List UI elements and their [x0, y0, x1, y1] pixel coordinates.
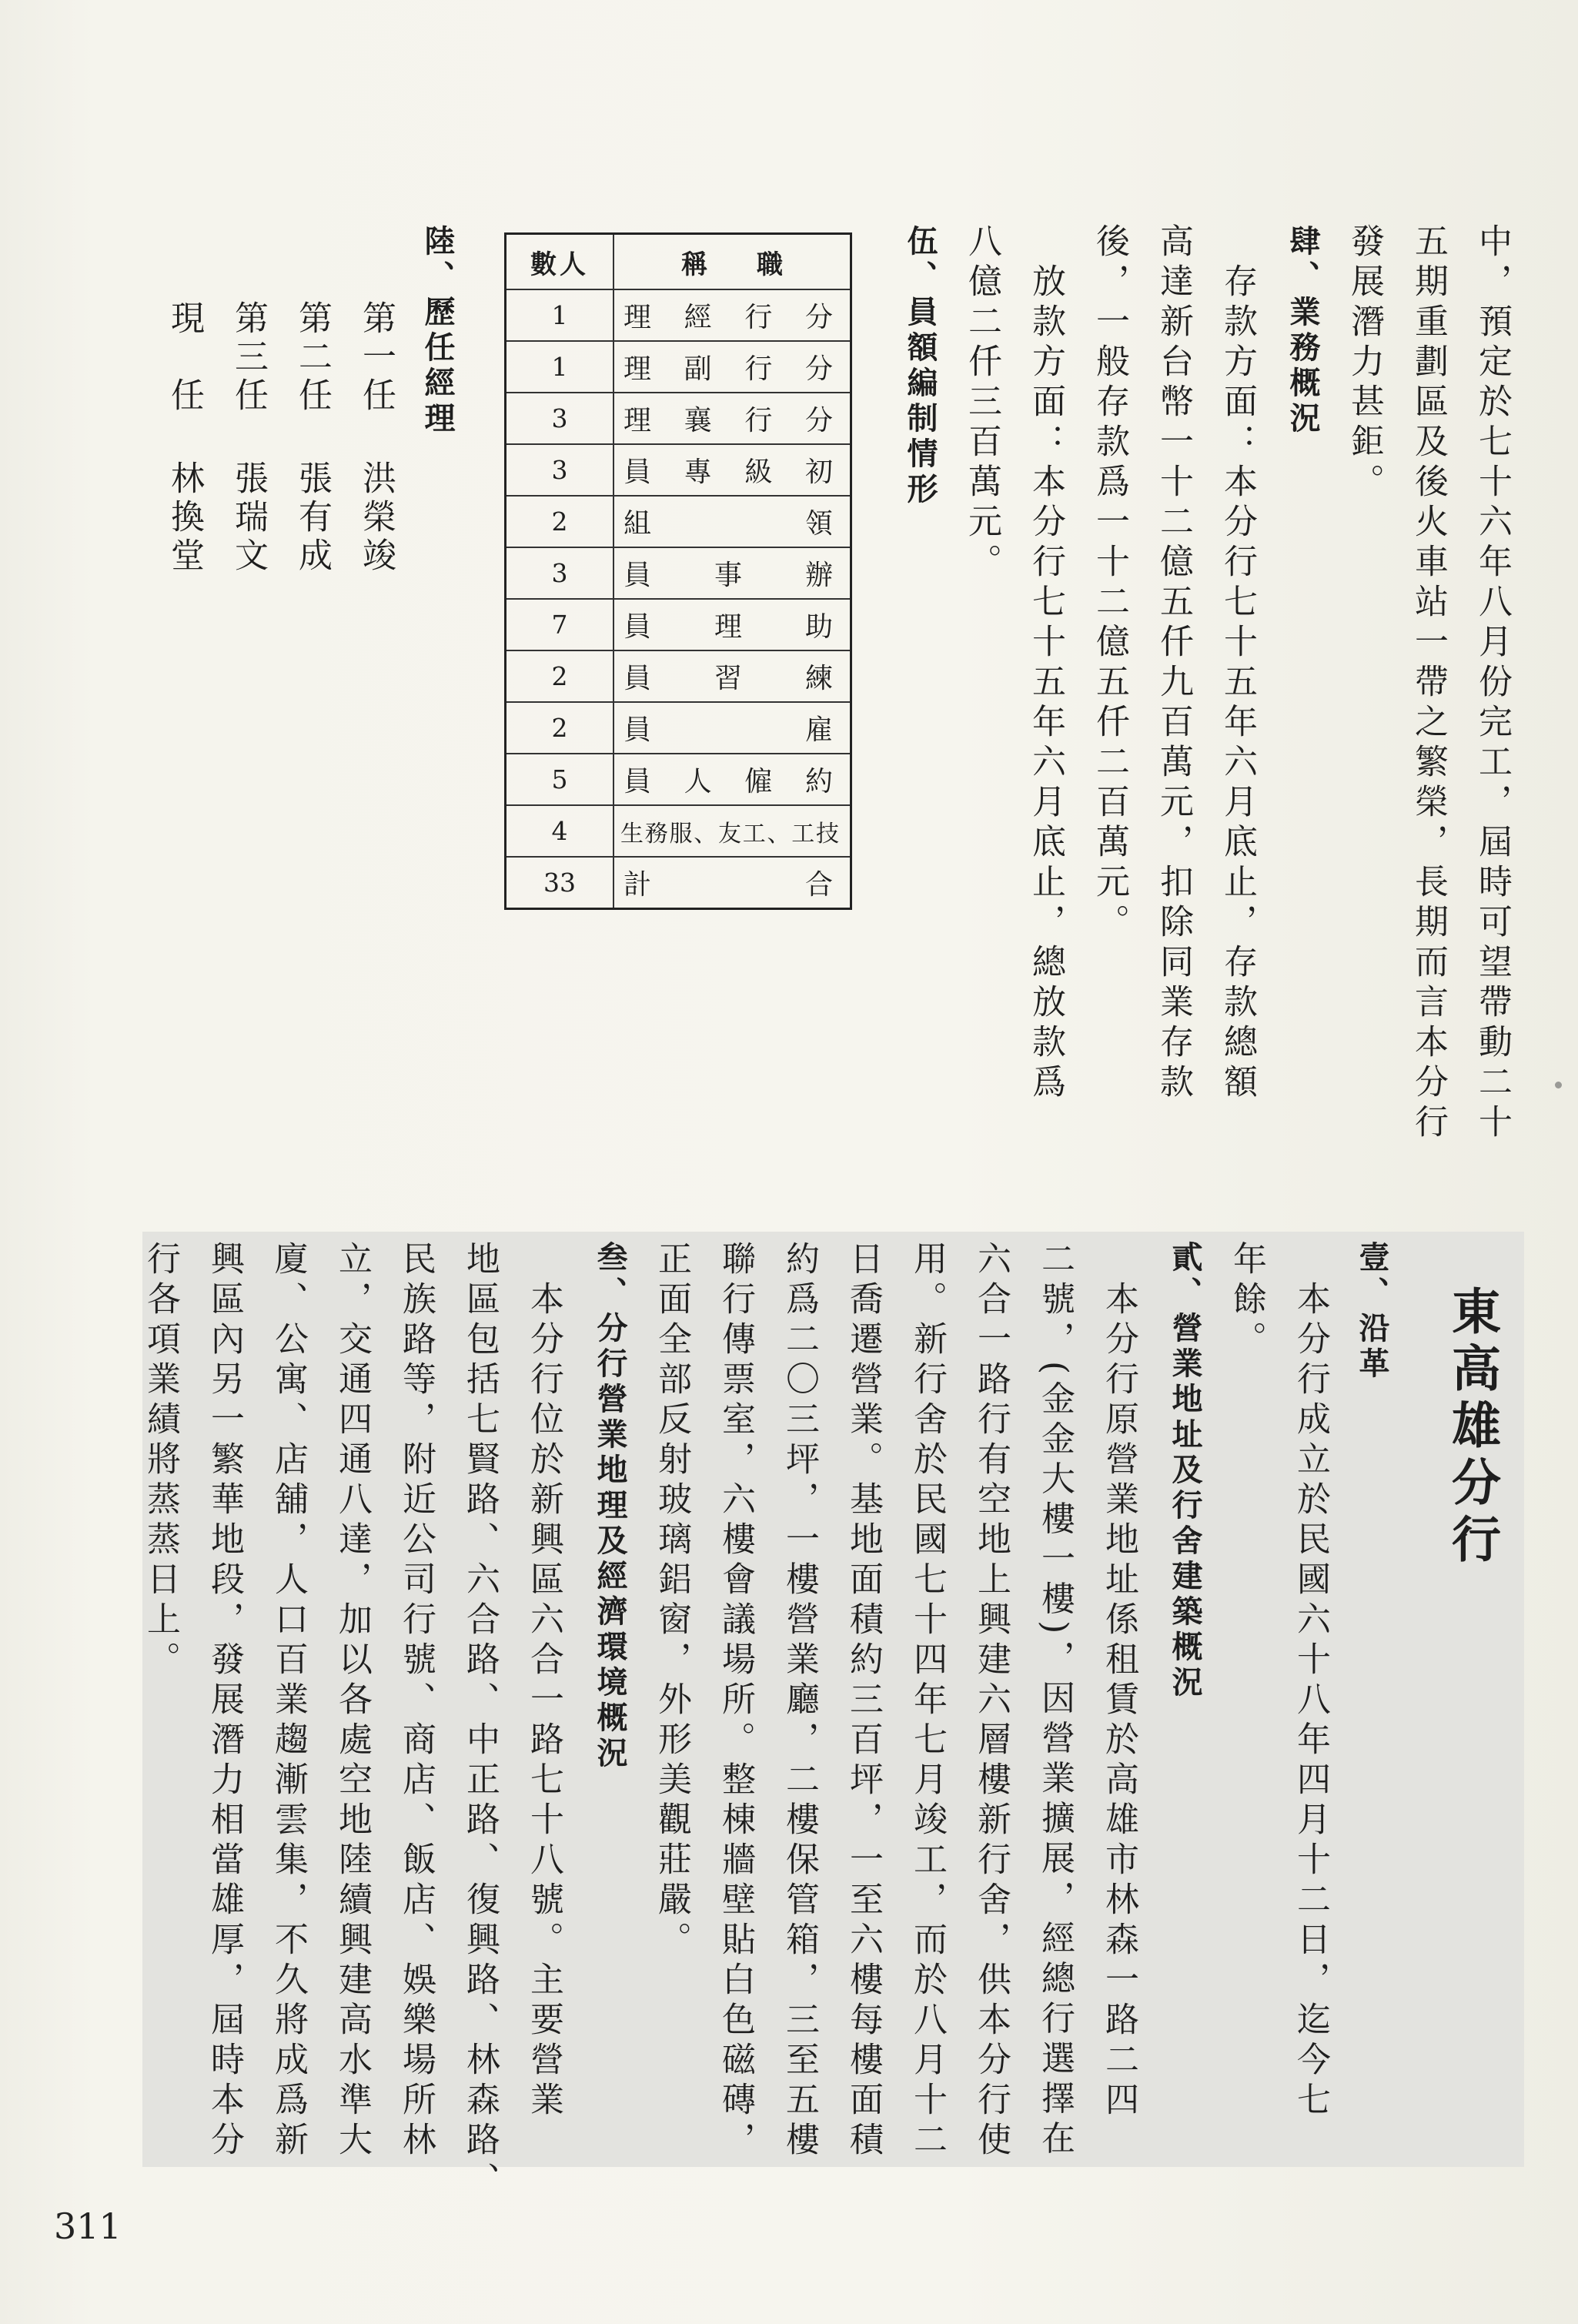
table-row [506, 444, 851, 496]
manager-entry-3 [229, 300, 268, 576]
section-heading-history: 壹、沿革 [1354, 1241, 1389, 1383]
header-count: 數人 [506, 234, 614, 290]
title-cell: 組領 [613, 496, 851, 547]
upper-col-8: 放款方面：本分行七十五年六月底止，總放款爲 [1026, 223, 1065, 1104]
upper-col-5: 存款方面：本分行七十五年六月底止，存款總額 [1218, 223, 1257, 1104]
manager-name: 張瑞文 [229, 460, 268, 576]
count-cell: 2 [506, 702, 614, 754]
count-cell: 33 [506, 857, 614, 909]
count-cell: 3 [506, 444, 614, 496]
lower-col-5: 本分行原營業地址係租賃於高雄市林森一路二四 [1099, 1241, 1138, 2122]
lower-col-14: 本分行位於新興區六合一路七十八號。主要營業 [524, 1241, 563, 2122]
manager-term: 第一任 [356, 300, 396, 416]
lower-col-19: 興區內另一繁華地段，發展潛力相當雄厚，屆時本分 [205, 1241, 244, 2162]
title-cell: 員人僱約 [613, 754, 851, 805]
table-row [506, 547, 851, 599]
title-cell: 生務服、友工、工技 [613, 805, 851, 857]
title-cell: 計合 [613, 857, 851, 909]
lower-col-18: 廈、公寓、店舖，人口百業趨漸雲集，不久將成爲新 [269, 1241, 308, 2162]
page-number: 311 [54, 2205, 122, 2247]
table-row [506, 650, 851, 702]
table-row [506, 754, 851, 805]
title-cell: 員雇 [613, 702, 851, 754]
section-heading-address: 貳、營業地址及行舍建築概況 [1167, 1241, 1202, 1701]
manager-entry-4 [165, 300, 204, 576]
title-cell: 員事辦 [613, 547, 851, 599]
section-heading-business: 肆、業務概況 [1285, 225, 1320, 437]
lower-col-2: 本分行成立於民國六十八年四月十二日，迄今七 [1291, 1241, 1330, 2122]
manager-term: 第二任 [293, 300, 332, 416]
title-cell: 員專級初 [613, 444, 851, 496]
title-cell: 理副行分 [613, 341, 851, 393]
count-cell: 3 [506, 547, 614, 599]
branch-title: 東高雄分行 [1443, 1286, 1500, 1570]
lower-col-15: 地區包括七賢路、六合路、中正路、復興路、林森路、 [460, 1241, 500, 2202]
table-row [506, 702, 851, 754]
table-row [506, 393, 851, 444]
lower-col-12: 正面全部反射玻璃鋁窗，外形美觀莊嚴。 [652, 1241, 691, 1961]
upper-col-2: 五期重劃區及後火車站一帶之繁榮，長期而言本分行 [1409, 223, 1448, 1144]
table-row-total [506, 857, 851, 909]
manager-name: 張有成 [293, 460, 332, 576]
lower-col-7: 六合一路行有空地上興建六層樓新行舍，供本分行使 [971, 1241, 1011, 2162]
table-row [506, 805, 851, 857]
lower-col-11: 聯行傳票室，六樓會議場所。整棟牆壁貼白色磁磚， [716, 1241, 755, 2162]
count-cell: 3 [506, 393, 614, 444]
upper-col-3: 發展潛力甚鉅。 [1345, 223, 1384, 503]
title-cell: 員習練 [613, 650, 851, 702]
count-cell: 5 [506, 754, 614, 805]
table-row [506, 599, 851, 650]
count-cell: 1 [506, 341, 614, 393]
lower-col-8: 用。新行舍於民國七十四年七月竣工，而於八月十二 [908, 1241, 947, 2162]
upper-col-6: 高達新台幣一十二億五仟九百萬元，扣除同業存款 [1154, 223, 1193, 1104]
count-cell: 4 [506, 805, 614, 857]
section-heading-environment: 叁、分行營業地理及經濟環境概況 [592, 1241, 627, 1772]
title-cell: 員理助 [613, 599, 851, 650]
section-heading-staffing: 伍、員額編制情形 [902, 225, 938, 508]
table-row [506, 341, 851, 393]
count-cell: 1 [506, 289, 614, 341]
manager-name: 林換堂 [165, 460, 204, 576]
count-cell: 7 [506, 599, 614, 650]
manager-entry-1 [356, 300, 396, 576]
table-row [506, 289, 851, 341]
table-header-row [506, 234, 851, 290]
section-heading-managers: 陸、歷任經理 [420, 225, 455, 437]
staff-table [504, 232, 852, 910]
lower-col-16: 民族路等，附近公司行號、商店、飯店、娛樂場所林 [396, 1241, 436, 2162]
lower-col-20: 行各項業績將蒸蒸日上。 [141, 1241, 180, 1681]
header-title: 稱職 [613, 234, 851, 290]
page-mark [1555, 1082, 1562, 1088]
upper-col-1: 中，預定於七十六年八月份完工，屆時可望帶動二十 [1473, 223, 1512, 1144]
manager-name: 洪榮竣 [356, 460, 396, 576]
lower-col-6: 二號，(金金大樓一樓)，因營業擴展，經總行選擇在 [1035, 1241, 1075, 2161]
manager-term: 現 任 [165, 300, 204, 416]
lower-col-9: 日喬遷營業。基地面積約三百坪，一至六樓每樓面積 [844, 1241, 883, 2162]
manager-term: 第三任 [229, 300, 268, 416]
count-cell: 2 [506, 496, 614, 547]
lower-col-17: 立，交通四通八達，加以各處空地陸續興建高水準大 [333, 1241, 372, 2162]
title-cell: 理經行分 [613, 289, 851, 341]
lower-col-3: 年餘。 [1227, 1241, 1266, 1361]
title-cell: 理襄行分 [613, 393, 851, 444]
table-row [506, 496, 851, 547]
count-cell: 2 [506, 650, 614, 702]
upper-col-7: 後，一般存款爲一十二億五仟二百萬元。 [1090, 223, 1129, 944]
lower-col-10: 約爲二〇三坪，一樓營業廳，二樓保管箱，三至五樓 [780, 1241, 819, 2162]
manager-entry-2 [293, 300, 332, 576]
upper-col-9: 八億二仟三百萬元。 [962, 223, 1001, 584]
